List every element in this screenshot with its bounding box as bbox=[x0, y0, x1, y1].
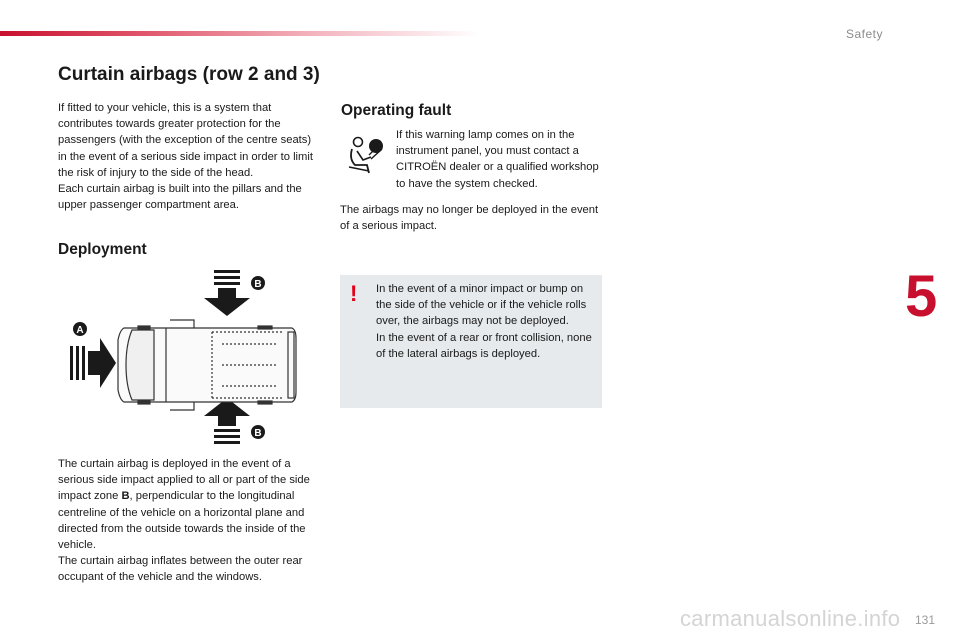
deployment-text bbox=[58, 456, 316, 586]
section-title: Safety bbox=[846, 27, 884, 41]
watermark: carmanualsonline.info bbox=[680, 606, 901, 631]
page-number: 131 bbox=[915, 613, 936, 627]
label-b-top: B bbox=[254, 279, 262, 290]
impact-arrow-top-icon bbox=[204, 270, 265, 316]
warning-lamp-text: If this warning lamp comes on in the instrument panel, you must contact a CITROËN dealer or a qualified workshop to have the system checked. bbox=[396, 129, 599, 190]
note-text bbox=[376, 281, 596, 362]
deployment-paragraph-1 bbox=[58, 456, 316, 553]
deployment-p1-post: , perpendicular to the longitudinal centreline of the vehicle on a horizontal plane and directed from the outside towards the inside of the vehicle. bbox=[58, 490, 306, 552]
intro-paragraph-1: If fitted to your vehicle, this is a system that contributes towards greater protection for the passengers (with the exception of the centre seats) in the event of a serious side impact in order to limit the risk of injury to the side of the head. bbox=[58, 102, 313, 179]
impact-arrow-front-icon bbox=[70, 322, 116, 388]
impact-arrow-bottom-icon bbox=[204, 398, 265, 444]
note-paragraph-2: In the event of a rear or front collision, none of the lateral airbags is deployed. bbox=[376, 331, 592, 360]
page-title: Curtain airbags (row 2 and 3) bbox=[58, 64, 320, 85]
deployment-heading: Deployment bbox=[58, 241, 147, 258]
exclamation-icon: ! bbox=[350, 281, 358, 306]
deployment-p1-pre: The curtain airbag is deployed in the event of a serious side impact applied to all or part of the side impact zone bbox=[58, 458, 310, 503]
header-accent-bar bbox=[0, 31, 480, 36]
side-impact-diagram bbox=[62, 266, 312, 446]
chapter-number: 5 bbox=[905, 264, 938, 329]
operating-fault-heading: Operating fault bbox=[341, 102, 452, 119]
vehicle-top-view bbox=[118, 320, 296, 410]
zone-b-bold: B bbox=[121, 490, 130, 503]
airbag-warning-lamp-icon bbox=[345, 133, 387, 175]
note-paragraph-1: In the event of a minor impact or bump on the side of the vehicle or if the vehicle rolls over, the airbags may not be deployed. bbox=[376, 283, 587, 328]
deployment-paragraph-2: The curtain airbag inflates between the outer rear occupant of the vehicle and the windows. bbox=[58, 555, 303, 584]
label-b-bottom: B bbox=[254, 428, 262, 439]
label-a: A bbox=[76, 325, 84, 336]
intro-paragraph-2: Each curtain airbag is built into the pillars and the upper passenger compartment area. bbox=[58, 183, 302, 212]
fault-text: The airbags may no longer be deployed in the event of a serious impact. bbox=[340, 204, 599, 233]
intro-text bbox=[58, 100, 313, 213]
note-box bbox=[340, 275, 602, 408]
